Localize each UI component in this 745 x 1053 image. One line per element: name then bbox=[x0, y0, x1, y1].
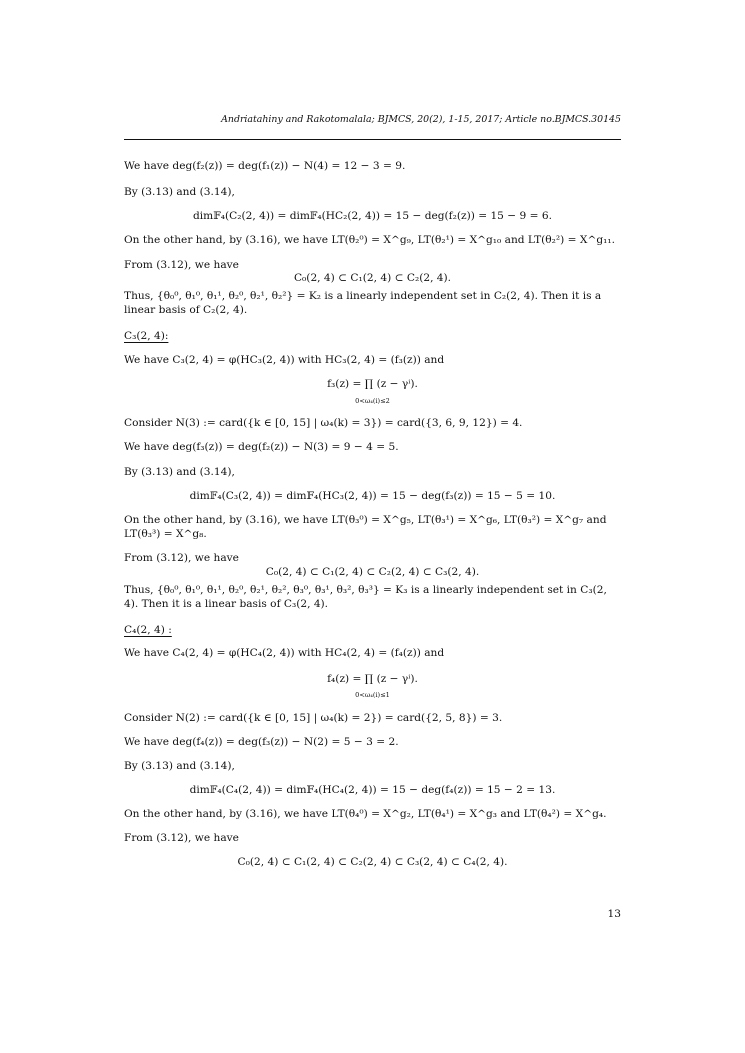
display-equation: C₀(2, 4) ⊂ C₁(2, 4) ⊂ C₂(2, 4). bbox=[293, 272, 452, 284]
display-equation: dim𝔽₄(C₂(2, 4)) = dim𝔽₄(HC₂(2, 4)) = 15 − deg(f₂(z)) = 15 − 9 = 6. bbox=[193, 210, 552, 222]
text-paragraph: Thus, {θ₀⁰, θ₁⁰, θ₁¹, θ₂⁰, θ₂¹, θ₂², θ₃⁰, θ₃¹, θ₃², θ₃³} = K₃ is a linearly independent set in C₃(2, 4). Then it is a linear basis of C₃(2, 4). bbox=[124, 584, 607, 610]
text-line: From (3.12), we have bbox=[124, 552, 239, 564]
product-subscript: 0<ω₄(i)≤1 bbox=[355, 691, 390, 699]
section-heading bbox=[124, 624, 621, 637]
text-line: On the other hand, by (3.16), we have LT(θ₄⁰) = X^g₂, LT(θ₄¹) = X^g₃ and LT(θ₄²) = X^g₄. bbox=[124, 808, 607, 820]
display-equation: f₄(z) = ∏ (z − γⁱ). bbox=[327, 673, 418, 685]
display-equation: C₀(2, 4) ⊂ C₁(2, 4) ⊂ C₂(2, 4) ⊂ C₃(2, 4) ⊂ C₄(2, 4). bbox=[237, 856, 508, 868]
running-header: Andriatahiny and Rakotomalala; BJMCS, 20(2), 1-15, 2017; Article no.BJMCS.30145 bbox=[221, 114, 621, 125]
text-line: Consider N(2) := card({k ∈ [0, 15] | ω₄(k) = 2}) = card({2, 5, 8}) = 3. bbox=[124, 712, 503, 724]
text-line: We have C₄(2, 4) = φ(HC₄(2, 4)) with HC₄(2, 4) = (f₄(z)) and bbox=[124, 647, 445, 659]
section-heading-c3: C₃(2, 4): bbox=[124, 330, 169, 342]
text-line: By (3.13) and (3.14), bbox=[124, 186, 235, 198]
display-equation: dim𝔽₄(C₃(2, 4)) = dim𝔽₄(HC₃(2, 4)) = 15 − deg(f₃(z)) = 15 − 5 = 10. bbox=[189, 490, 556, 502]
text-line: By (3.13) and (3.14), bbox=[124, 466, 235, 478]
text-line: From (3.12), we have bbox=[124, 259, 239, 271]
display-equation: f₃(z) = ∏ (z − γⁱ). bbox=[327, 378, 418, 390]
text-line: We have deg(f₄(z)) = deg(f₃(z)) − N(2) = 5 − 3 = 2. bbox=[124, 736, 399, 748]
text-paragraph: Thus, {θ₀⁰, θ₁⁰, θ₁¹, θ₂⁰, θ₂¹, θ₂²} = K₂ is a linearly independent set in C₂(2, 4). Then it is a linear basis of C₂(2, 4). bbox=[124, 290, 602, 316]
text-line: On the other hand, by (3.16), we have LT(θ₂⁰) = X^g₉, LT(θ₂¹) = X^g₁₀ and LT(θ₂²) = X^g₁₁. bbox=[124, 234, 615, 246]
product-subscript: 0<ω₄(i)≤2 bbox=[355, 397, 390, 405]
text-paragraph: On the other hand, by (3.16), we have LT(θ₃⁰) = X^g₅, LT(θ₃¹) = X^g₆, LT(θ₃²) = X^g₇ and LT(θ₃³) = X^g₈. bbox=[124, 514, 607, 540]
display-equation: dim𝔽₄(C₄(2, 4)) = dim𝔽₄(HC₄(2, 4)) = 15 − deg(f₄(z)) = 15 − 2 = 13. bbox=[189, 784, 556, 796]
text-line: We have C₃(2, 4) = φ(HC₃(2, 4)) with HC₃(2, 4) = (f₃(z)) and bbox=[124, 354, 445, 366]
header-rule bbox=[124, 139, 621, 140]
section-heading bbox=[124, 330, 621, 343]
text-line: We have deg(f₃(z)) = deg(f₂(z)) − N(3) = 9 − 4 = 5. bbox=[124, 441, 399, 453]
page-number: 13 bbox=[607, 908, 621, 920]
text-line: By (3.13) and (3.14), bbox=[124, 760, 235, 772]
section-heading-c4: C₄(2, 4) : bbox=[124, 624, 172, 636]
text-line: We have deg(f₂(z)) = deg(f₁(z)) − N(4) = 12 − 3 = 9. bbox=[124, 160, 406, 172]
text-line: From (3.12), we have bbox=[124, 832, 239, 844]
display-equation: C₀(2, 4) ⊂ C₁(2, 4) ⊂ C₂(2, 4) ⊂ C₃(2, 4). bbox=[265, 566, 480, 578]
text-line: Consider N(3) := card({k ∈ [0, 15] | ω₄(k) = 3}) = card({3, 6, 9, 12}) = 4. bbox=[124, 417, 523, 429]
